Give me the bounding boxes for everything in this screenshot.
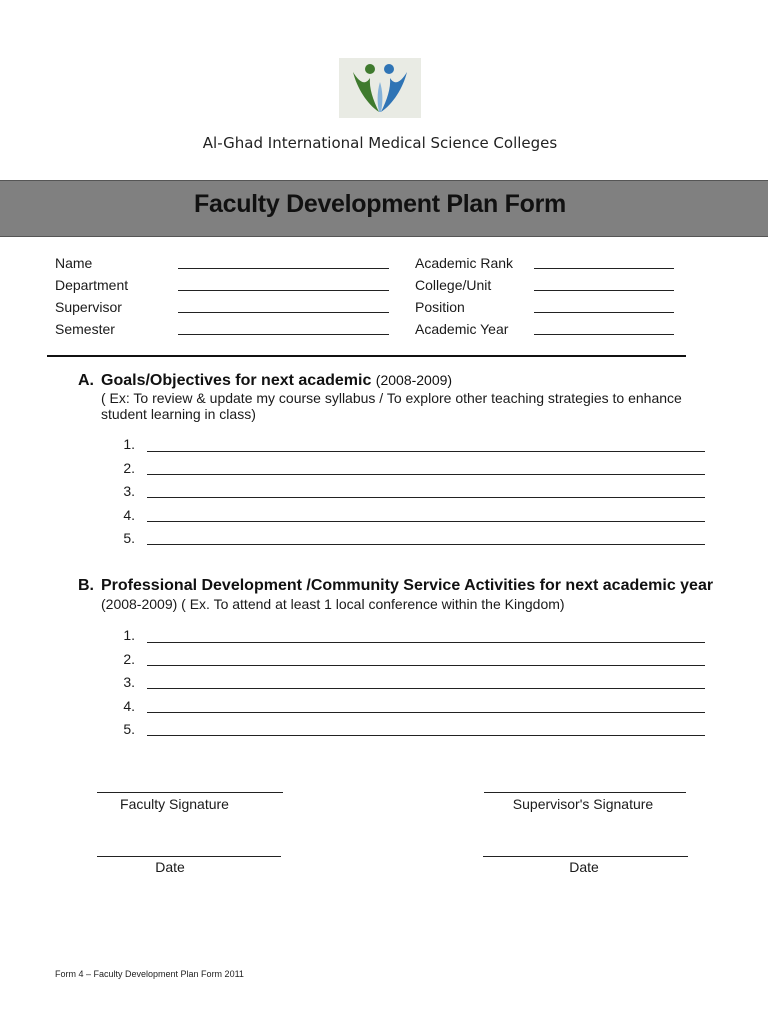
section-a-years: (2008-2009): [375, 372, 453, 388]
college-unit-field[interactable]: [534, 290, 674, 291]
name-label: Name: [55, 255, 93, 271]
college-unit-label: College/Unit: [415, 277, 492, 293]
section-b-item-number: 1.: [123, 627, 135, 643]
section-b-answer-line[interactable]: [147, 712, 705, 713]
section-b-item-number: 2.: [123, 651, 135, 667]
section-divider: [47, 355, 686, 357]
section-a-item-number: 2.: [123, 460, 135, 476]
section-a-item-number: 3.: [123, 483, 135, 499]
section-b-example: (2008-2009) ( Ex. To attend at least 1 local conference within the Kingdom): [101, 596, 565, 612]
section-a-answer-line[interactable]: [147, 497, 705, 498]
section-a-title: [101, 372, 452, 390]
section-a-answer-line[interactable]: [147, 521, 705, 522]
semester-field[interactable]: [178, 334, 389, 335]
section-a-item-number: 1.: [123, 436, 135, 452]
supervisor-signature-label: Supervisor's Signature: [512, 796, 654, 812]
footer-text: Form 4 – Faculty Development Plan Form 2011: [55, 969, 244, 979]
section-b-title: Professional Development /Community Service Activities for next academic year: [101, 577, 714, 594]
faculty-date-label: Date: [155, 859, 185, 875]
section-b-letter: B.: [78, 577, 94, 594]
section-b-item-number: 3.: [123, 674, 135, 690]
supervisor-signature-line[interactable]: [484, 792, 686, 793]
section-a-answer-line[interactable]: [147, 451, 705, 452]
section-b-answer-line[interactable]: [147, 688, 705, 689]
faculty-signature-line[interactable]: [97, 792, 283, 793]
faculty-signature-label: Faculty Signature: [120, 796, 229, 812]
academic-rank-label: Academic Rank: [415, 255, 514, 271]
section-b-answer-line[interactable]: [147, 642, 705, 643]
college-logo: [339, 58, 421, 118]
section-b-item-number: 4.: [123, 698, 135, 714]
section-a-answer-line[interactable]: [147, 474, 705, 475]
academic-year-label: Academic Year: [415, 321, 509, 337]
academic-rank-field[interactable]: [534, 268, 674, 269]
section-a-letter: A.: [78, 372, 94, 389]
section-a-title-text: Goals/Objectives for next academic: [101, 372, 372, 389]
faculty-date-line[interactable]: [97, 856, 281, 857]
position-field[interactable]: [534, 312, 674, 313]
section-a-item-number: 5.: [123, 530, 135, 546]
supervisor-label: Supervisor: [55, 299, 122, 315]
section-b-answer-line[interactable]: [147, 665, 705, 666]
section-a-item-number: 4.: [123, 507, 135, 523]
department-label: Department: [55, 277, 129, 293]
semester-label: Semester: [55, 321, 115, 337]
department-field[interactable]: [178, 290, 389, 291]
logo-figures-icon: [339, 58, 421, 118]
supervisor-date-line[interactable]: [483, 856, 688, 857]
section-b-item-number: 5.: [123, 721, 135, 737]
supervisor-field[interactable]: [178, 312, 389, 313]
section-a-answer-line[interactable]: [147, 544, 705, 545]
form-title: Faculty Development Plan Form: [194, 190, 566, 218]
supervisor-date-label: Date: [569, 859, 599, 875]
position-label: Position: [415, 299, 465, 315]
academic-year-field[interactable]: [534, 334, 674, 335]
college-name: Al-Ghad International Medical Science Colleges: [202, 134, 558, 152]
section-b-answer-line[interactable]: [147, 735, 705, 736]
name-field[interactable]: [178, 268, 389, 269]
section-a-example: ( Ex: To review & update my course syllabus / To explore other teaching strategies to enhance student learning in class): [101, 390, 682, 422]
